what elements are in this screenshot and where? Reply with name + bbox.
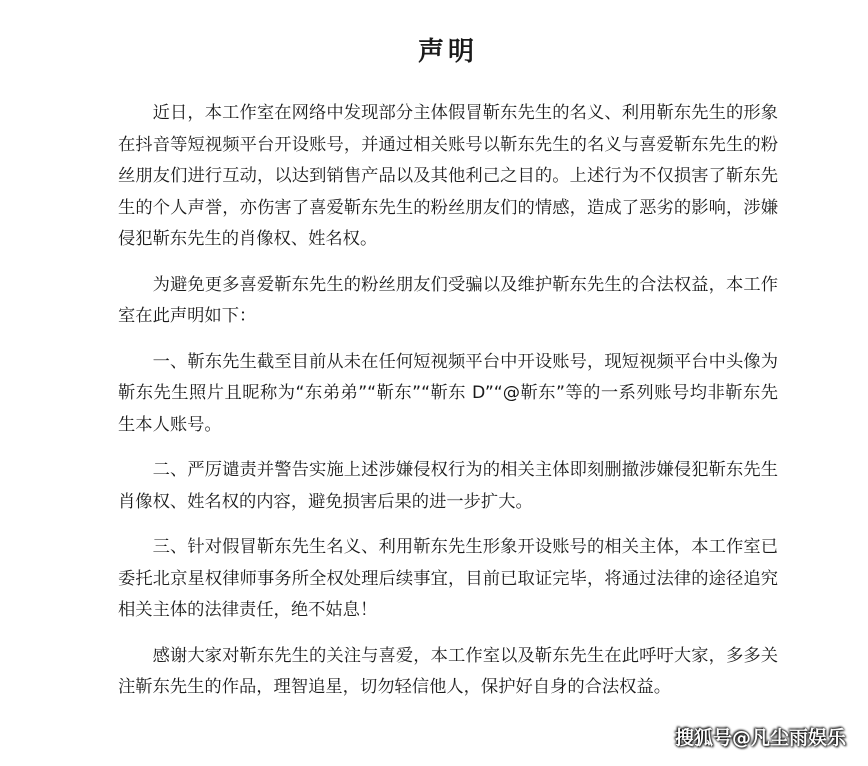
paragraph-intro: 近日，本工作室在网络中发现部分主体假冒靳东先生的名义、利用靳东先生的形象在抖音等短视频平台开设账号，并通过相关账号以靳东先生的名义与喜爱靳东先生的粉丝朋友们进行互动，以达到销售产品以及其他利己之目的。上述行为不仅损害了靳东先生的个人声誉，亦伤害了喜爱靳东先生的粉丝朋友们的情感，造成了恶劣的影响，涉嫌侵犯靳东先生的肖像权、姓名权。	[118, 103, 778, 249]
paragraph-purpose: 为避免更多喜爱靳东先生的粉丝朋友们受骗以及维护靳东先生的合法权益，本工作室在此声明如下：	[118, 274, 778, 326]
statement-document	[118, 30, 778, 718]
document-title: 声明	[417, 37, 478, 67]
paragraph-closing: 感谢大家对靳东先生的关注与喜爱，本工作室以及靳东先生在此呼吁大家，多多关注靳东先生的作品，理智追星，切勿轻信他人，保护好自身的合法权益。	[118, 645, 778, 697]
watermark-label: 搜狐号@凡尘雨娱乐	[674, 727, 846, 749]
paragraph-point-two: 二、严厉谴责并警告实施上述涉嫌侵权行为的相关主体即刻删撤涉嫌侵犯靳东先生肖像权、姓名权的内容，避免损害后果的进一步扩大。	[118, 460, 778, 512]
paragraph-point-three: 三、针对假冒靳东先生名义、利用靳东先生形象开设账号的相关主体，本工作室已委托北京星权律师事务所全权处理后续事宜，目前已取证完毕，将通过法律的途径追究相关主体的法律责任，绝不姑息！	[118, 537, 778, 620]
paragraph-point-one: 一、靳东先生截至目前从未在任何短视频平台中开设账号，现短视频平台中头像为靳东先生照片且昵称为“东弟弟”“靳东”“靳东 D”“@靳东”等的一系列账号均非靳东先生本人账号。	[118, 351, 778, 435]
